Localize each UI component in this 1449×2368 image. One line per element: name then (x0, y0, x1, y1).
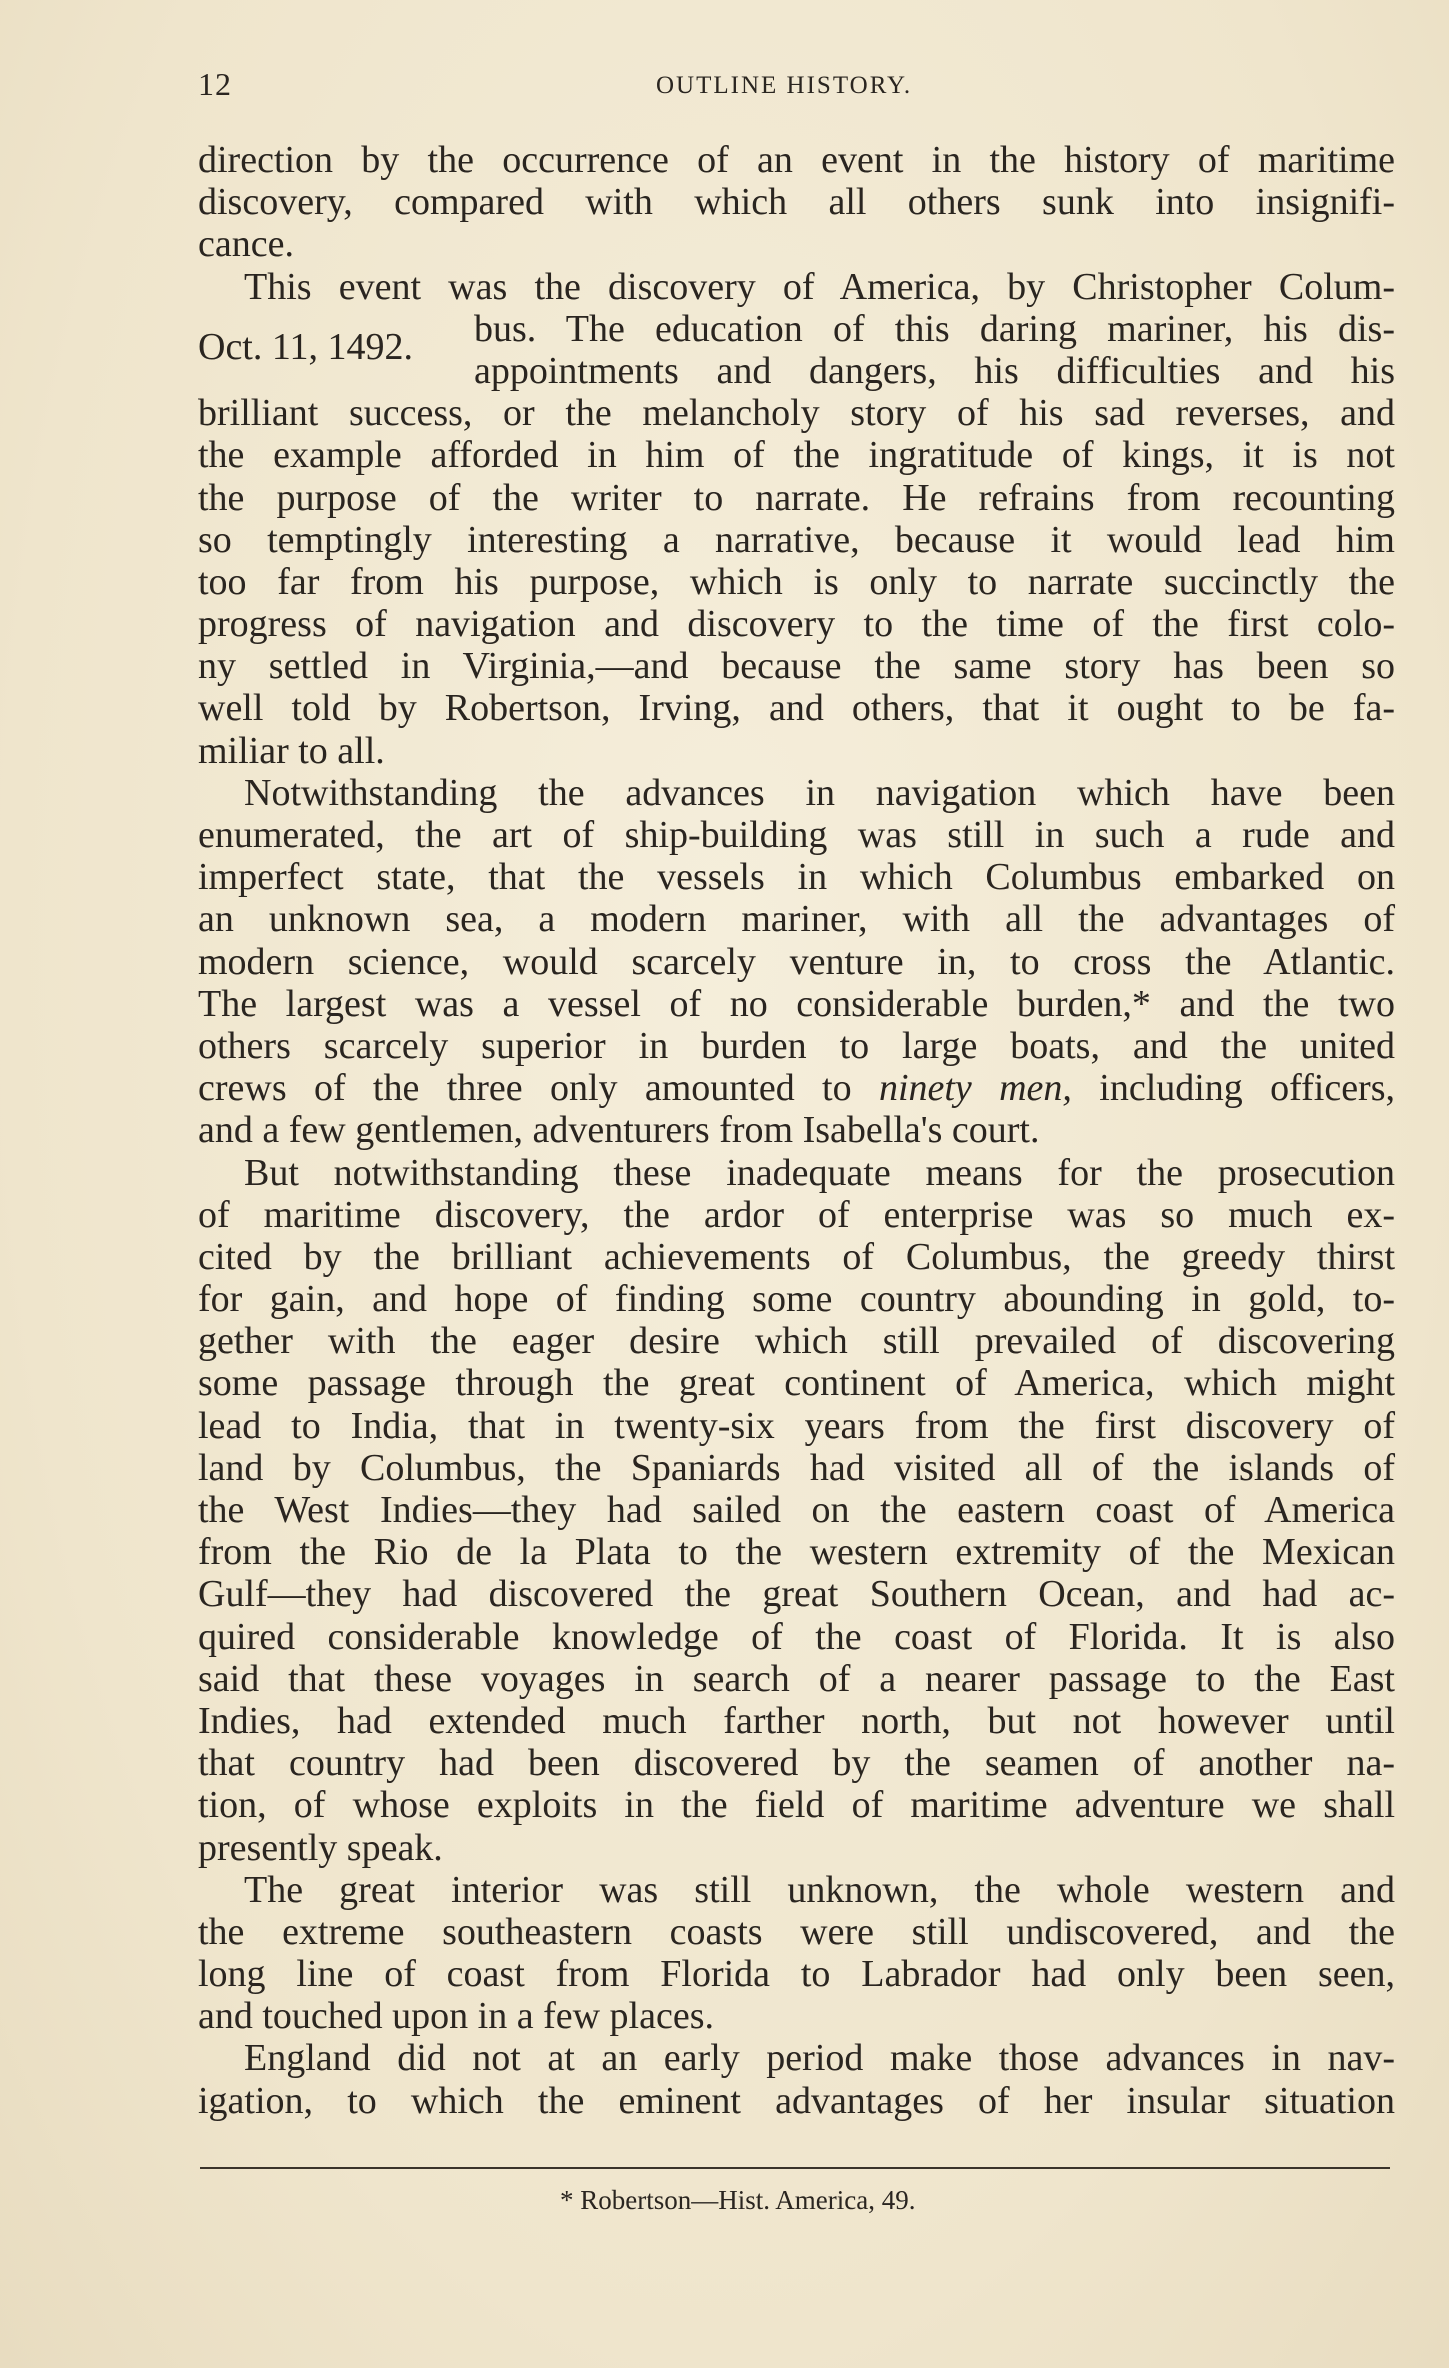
text-line: miliar to all. (198, 729, 385, 772)
text-line: the example afforded in him of the ingratitude of kings, it is not (198, 434, 1395, 477)
text-line: ny settled in Virginia,—and because the same story has been so (198, 645, 1395, 688)
margin-note-date: Oct. 11, 1492. (198, 326, 413, 368)
text-line: But notwithstanding these inadequate means for the prosecution (244, 1151, 1395, 1194)
page-header (198, 66, 1398, 106)
text-line: of maritime discovery, the ardor of enterprise was so much ex- (198, 1193, 1395, 1236)
text-line: some passage through the great continent of America, which might (198, 1362, 1395, 1405)
text-line: Gulf—they had discovered the great Southern Ocean, and had ac- (198, 1573, 1395, 1616)
text-line: presently speak. (198, 1826, 443, 1869)
text-line: quired considerable knowledge of the coast of Florida. It is also (198, 1615, 1395, 1658)
text-line: and touched upon in a few places. (198, 1995, 714, 2038)
text-line: the purpose of the writer to narrate. He refrains from recounting (198, 476, 1395, 519)
text-line: for gain, and hope of finding some country abounding in gold, to- (198, 1278, 1395, 1321)
text-line: brilliant success, or the melancholy story of his sad reverses, and (198, 392, 1395, 435)
text-line: cance. (198, 223, 294, 266)
line-start: crews of the three only amounted to (198, 1067, 879, 1110)
text-line: cited by the brilliant achievements of Columbus, the greedy thirst (198, 1235, 1395, 1278)
emphasis-ninety-men: ninety men, (878, 1067, 1072, 1110)
text-line: England did not at an early period make those advances in nav- (244, 2037, 1395, 2080)
text-line: from the Rio de la Plata to the western extremity of the Mexican (198, 1531, 1395, 1574)
text-line: an unknown sea, a modern mariner, with all the advantages of (198, 898, 1395, 941)
footnote: * Robertson—Hist. America, 49. (560, 2185, 916, 2215)
line-end: including officers, (1071, 1067, 1395, 1110)
text-line: direction by the occurrence of an event in the history of maritime (198, 139, 1395, 181)
text-line: the West Indies—they had sailed on the eastern coast of America (198, 1489, 1395, 1531)
text-line: discovery, compared with which all others sunk into insignifi- (198, 181, 1395, 224)
text-line: the extreme southeastern coasts were still undiscovered, and the (198, 1910, 1395, 1953)
text-line: This event was the discovery of America, by Christopher Colum- (244, 265, 1395, 308)
text-line: modern science, would scarcely venture in, to cross the Atlantic. (198, 940, 1395, 983)
text-line: appointments and dangers, his difficulties and his (474, 349, 1395, 392)
page-number: 12 (198, 66, 232, 102)
text-line: so temptingly interesting a narrative, because it would lead him (198, 518, 1395, 561)
text-line: enumerated, the art of ship-building was still in such a rude and (198, 814, 1395, 856)
text-line: and a few gentlemen, adventurers from Isabella's court. (198, 1109, 1040, 1152)
text-line: lead to India, that in twenty-six years from the first discovery of (198, 1404, 1395, 1447)
text-line: progress of navigation and discovery to the time of the first colo- (198, 603, 1395, 646)
text-line: igation, to which the eminent advantages of her insular situation (198, 2079, 1395, 2122)
text-line: that country had been discovered by the seamen of another na- (198, 1742, 1395, 1785)
text-line: The great interior was still unknown, the whole western and (244, 1868, 1395, 1911)
text-line: well told by Robertson, Irving, and others, that it ought to be fa- (198, 687, 1395, 730)
text-line: Indies, had extended much farther north, but not however until (198, 1699, 1395, 1742)
text-line: gether with the eager desire which still prevailed of discovering (198, 1320, 1395, 1363)
footnote-rule (200, 2167, 1390, 2169)
text-line: imperfect state, that the vessels in which Columbus embarked on (198, 856, 1395, 899)
text-line: The largest was a vessel of no considerable burden,* and the two (198, 982, 1395, 1025)
text-line-emphasis (198, 1067, 1395, 1109)
text-line: bus. The education of this daring mariner, his dis- (474, 307, 1395, 350)
running-head: OUTLINE HISTORY. (656, 72, 913, 99)
body-text (198, 139, 1395, 2122)
text-line: land by Columbus, the Spaniards had visited all of the islands of (198, 1446, 1395, 1489)
text-line: others scarcely superior in burden to large boats, and the united (198, 1024, 1395, 1067)
text-line: too far from his purpose, which is only to narrate succinctly the (198, 560, 1395, 603)
text-line: long line of coast from Florida to Labrador had only been seen, (198, 1953, 1395, 1996)
text-line: Notwithstanding the advances in navigation which have been (244, 771, 1395, 814)
text-line: tion, of whose exploits in the field of maritime adventure we shall (198, 1784, 1395, 1827)
text-line: said that these voyages in search of a nearer passage to the East (198, 1657, 1395, 1700)
